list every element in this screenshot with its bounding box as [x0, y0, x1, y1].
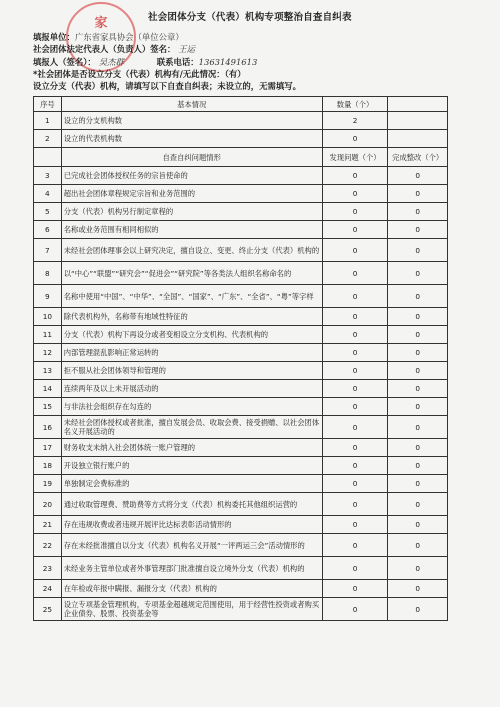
col-seq-header: 序号 — [34, 97, 62, 112]
inspection-table — [33, 96, 448, 621]
row-text: 未经业务主管单位或者外事管理部门批准擅自设立境外分支（代表）机构的 — [61, 557, 322, 580]
row-fixed: 0 — [388, 534, 448, 557]
row-count: 2 — [322, 112, 388, 130]
table-row — [34, 493, 448, 516]
row-number: 9 — [34, 285, 62, 308]
table-row — [34, 398, 448, 416]
row-found: 0 — [322, 167, 388, 185]
row-number: 15 — [34, 398, 62, 416]
rep-line — [33, 43, 195, 55]
row-fixed: 0 — [388, 326, 448, 344]
row-number: 8 — [34, 262, 62, 285]
empty-header-cell — [388, 97, 448, 112]
document-title: 社会团体分支（代表）机构专项整治自查自纠表 — [148, 12, 352, 23]
row-fixed: 0 — [388, 398, 448, 416]
row-text: 分支（代表）机构另行制定章程的 — [61, 203, 322, 221]
table-row — [34, 362, 448, 380]
row-number: 11 — [34, 326, 62, 344]
row-fixed: 0 — [388, 475, 448, 493]
row-number: 24 — [34, 580, 62, 598]
col-count-header: 数量（个） — [322, 97, 388, 112]
row-fixed: 0 — [388, 285, 448, 308]
row-fixed: 0 — [388, 185, 448, 203]
section-header-row — [34, 148, 448, 167]
row-number: 10 — [34, 308, 62, 326]
table-row — [34, 185, 448, 203]
row-found: 0 — [322, 493, 388, 516]
row-found: 0 — [322, 285, 388, 308]
table-row — [34, 380, 448, 398]
row-fixed: 0 — [388, 239, 448, 262]
row-text: 通过收取管理费、赞助费等方式将分支（代表）机构委托其他组织运营的 — [61, 493, 322, 516]
row-number: 4 — [34, 185, 62, 203]
row-number: 20 — [34, 493, 62, 516]
row-number: 7 — [34, 239, 62, 262]
table-row — [34, 516, 448, 534]
filler-line — [33, 56, 257, 68]
row-fixed: 0 — [388, 262, 448, 285]
seal-text: 家 — [94, 16, 108, 31]
row-fixed: 0 — [388, 221, 448, 239]
row-text: 超出社会团体章程规定宗旨和业务范围的 — [61, 185, 322, 203]
row-text: 以“中心”“联盟”“研究会”“促进会”“研究院”等各类法人组织名称命名的 — [61, 262, 322, 285]
table-row — [34, 130, 448, 148]
row-fixed: 0 — [388, 457, 448, 475]
filler-signature: 吴杰群 — [98, 57, 124, 67]
unit-line — [33, 31, 184, 43]
rep-label: 社会团体法定代表人（负责人）签名： — [33, 44, 176, 54]
col-found-header: 发现问题（个） — [322, 148, 388, 167]
row-found: 0 — [322, 344, 388, 362]
unit-value: 广东省家具协会（单位公章） — [74, 32, 184, 42]
row-fixed: 0 — [388, 344, 448, 362]
row-text: 内部管理混乱影响正常运转的 — [61, 344, 322, 362]
row-number: 3 — [34, 167, 62, 185]
row-number: 23 — [34, 557, 62, 580]
row-number: 21 — [34, 516, 62, 534]
row-text: 在年检或年报中瞒报、漏报分支（代表）机构的 — [61, 580, 322, 598]
table-row — [34, 203, 448, 221]
row-fixed: 0 — [388, 557, 448, 580]
row-number: 16 — [34, 416, 62, 439]
row-number: 6 — [34, 221, 62, 239]
row-fixed: 0 — [388, 416, 448, 439]
row-text: 设立的分支机构数 — [61, 112, 322, 130]
table-row — [34, 475, 448, 493]
row-text: 设立的代表机构数 — [61, 130, 322, 148]
phone-label: 联系电话： — [156, 57, 199, 67]
row-text: 存在未经批准擅自以分支（代表）机构名义开展“一评两运三会”活动情形的 — [61, 534, 322, 557]
row-text: 名称中使用“中国”、“中华”、“全国”、“国家”、“广东”、“全省”、“粤”等字样 — [61, 285, 322, 308]
row-found: 0 — [322, 516, 388, 534]
row-text: 分支（代表）机构下再设分或者变相设立分支机构、代表机构的 — [61, 326, 322, 344]
row-fixed: 0 — [388, 516, 448, 534]
table-row — [34, 308, 448, 326]
row-found: 0 — [322, 580, 388, 598]
row-found: 0 — [322, 262, 388, 285]
rep-signature: 王运 — [178, 44, 196, 54]
table-row — [34, 457, 448, 475]
empty-cell — [388, 130, 448, 148]
row-found: 0 — [322, 598, 388, 621]
row-found: 0 — [322, 457, 388, 475]
table-row — [34, 534, 448, 557]
row-fixed: 0 — [388, 493, 448, 516]
row-number: 14 — [34, 380, 62, 398]
row-fixed: 0 — [388, 380, 448, 398]
table-row — [34, 326, 448, 344]
table-row — [34, 262, 448, 285]
table-row — [34, 580, 448, 598]
table-row — [34, 167, 448, 185]
row-found: 0 — [322, 185, 388, 203]
row-text: 已完成社会团体授权任务的宗旨使命的 — [61, 167, 322, 185]
row-fixed: 0 — [388, 598, 448, 621]
row-text: 未经社会团体理事会以上研究决定，擅自设立、变更、终止分支（代表）机构的 — [61, 239, 322, 262]
note-line-2: 设立分支（代表）机构，请填写以下自查自纠表；未设立的，无需填写。 — [33, 81, 301, 91]
row-text: 除代表机构外，名称带有地域性特征的 — [61, 308, 322, 326]
filler-label: 填报人（签名）： — [33, 57, 96, 67]
row-text: 单独制定会费标准的 — [61, 475, 322, 493]
row-text: 财务收支未纳入社会团体统一账户管理的 — [61, 439, 322, 457]
row-number: 18 — [34, 457, 62, 475]
row-found: 0 — [322, 362, 388, 380]
note-line-1: *社会团体是否设立分支（代表）机构有/无此情况：（有） — [33, 69, 246, 79]
empty-cell — [388, 112, 448, 130]
row-text: 设立专项基金管理机构，专项基金超越规定范围使用，用于经营性投资或者购买企业债券、股票、投资基金等 — [61, 598, 322, 621]
table-row — [34, 112, 448, 130]
row-count: 0 — [322, 130, 388, 148]
table-row — [34, 344, 448, 362]
table-row — [34, 598, 448, 621]
row-found: 0 — [322, 439, 388, 457]
row-found: 0 — [322, 475, 388, 493]
row-found: 0 — [322, 534, 388, 557]
col-fixed-header: 完成整改（个） — [388, 148, 448, 167]
row-found: 0 — [322, 326, 388, 344]
col-basic-header: 基本情况 — [61, 97, 322, 112]
row-fixed: 0 — [388, 580, 448, 598]
row-text: 拒不服从社会团体领导和管理的 — [61, 362, 322, 380]
row-text: 与非法社会组织存在勾连的 — [61, 398, 322, 416]
row-found: 0 — [322, 416, 388, 439]
row-found: 0 — [322, 398, 388, 416]
table-row — [34, 285, 448, 308]
row-number: 19 — [34, 475, 62, 493]
section-title: 自查自纠问题情形 — [61, 148, 322, 167]
row-found: 0 — [322, 308, 388, 326]
row-fixed: 0 — [388, 203, 448, 221]
row-number: 25 — [34, 598, 62, 621]
row-number: 2 — [34, 130, 62, 148]
row-text: 存在违规收费或者违规开展评比达标表彰活动情形的 — [61, 516, 322, 534]
unit-label: 填报单位： — [33, 32, 75, 42]
phone-value: 13631491613 — [198, 57, 258, 67]
table-row — [34, 557, 448, 580]
table-row — [34, 221, 448, 239]
row-text: 连续两年及以上未开展活动的 — [61, 380, 322, 398]
table-header-row — [34, 97, 448, 112]
row-number: 12 — [34, 344, 62, 362]
table-row — [34, 239, 448, 262]
row-found: 0 — [322, 380, 388, 398]
issue-rows — [34, 167, 448, 621]
row-fixed: 0 — [388, 308, 448, 326]
row-found: 0 — [322, 557, 388, 580]
table-row — [34, 439, 448, 457]
row-number: 22 — [34, 534, 62, 557]
row-text: 开设独立银行账户的 — [61, 457, 322, 475]
row-number: 17 — [34, 439, 62, 457]
table-row — [34, 416, 448, 439]
row-found: 0 — [322, 203, 388, 221]
row-found: 0 — [322, 221, 388, 239]
row-number: 1 — [34, 112, 62, 130]
row-number: 5 — [34, 203, 62, 221]
row-found: 0 — [322, 239, 388, 262]
row-fixed: 0 — [388, 167, 448, 185]
empty-cell — [34, 148, 62, 167]
row-text: 未经社会团体授权或者批准，擅自发展会员、收取会费、接受捐赠、以社会团体名义开展活动的 — [61, 416, 322, 439]
row-fixed: 0 — [388, 439, 448, 457]
row-text: 名称或业务范围有相同相似的 — [61, 221, 322, 239]
row-fixed: 0 — [388, 362, 448, 380]
row-number: 13 — [34, 362, 62, 380]
